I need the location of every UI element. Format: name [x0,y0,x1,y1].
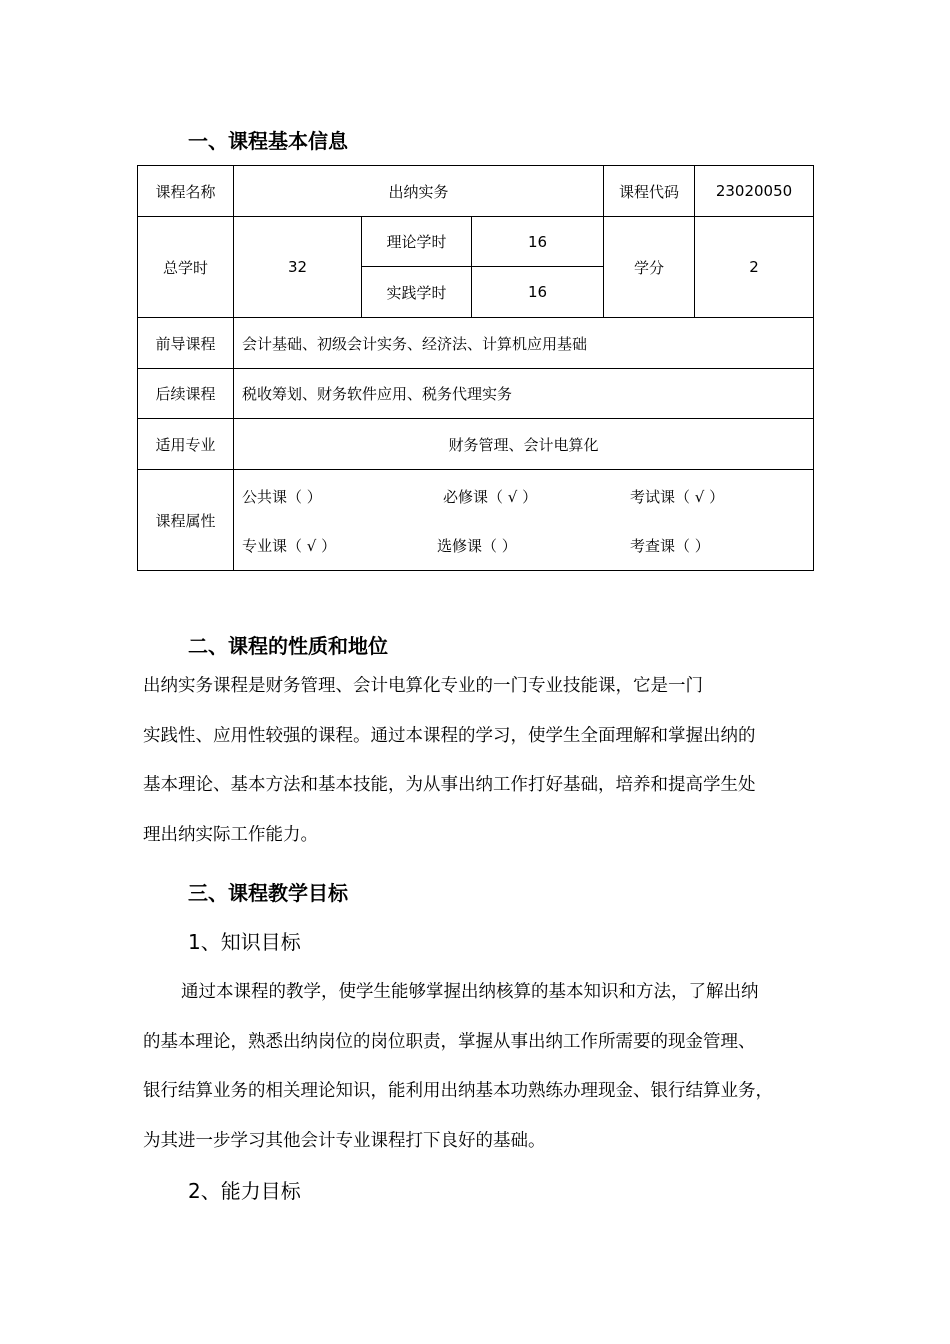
practice-hours-value: 16 [472,267,604,318]
followup-label: 后续课程 [138,369,234,419]
course-code-label: 课程代码 [604,166,695,217]
major-label: 适用专业 [138,419,234,470]
practice-hours-label: 实践学时 [362,267,472,318]
knowledge-goal-heading: 1、知识目标 [188,930,301,954]
knowledge-goal-paragraph [143,968,815,1166]
section-2-paragraph [143,662,815,860]
prereq-label: 前导课程 [138,318,234,369]
prereq-value: 会计基础、初级会计实务、经济法、计算机应用基础 [234,318,814,369]
course-info-table [137,165,814,571]
paragraph-line: 的基本理论，熟悉出纳岗位的岗位职责，掌握从事出纳工作所需要的现金管理、 [143,1031,756,1052]
section-1-heading: 一、课程基本信息 [188,129,348,153]
attr-assessment: 考查课（ ） [630,537,710,555]
total-hours-label: 总学时 [138,217,234,318]
attribute-cell [234,470,814,571]
section-2-heading: 二、课程的性质和地位 [188,634,388,658]
attr-exam: 考试课（ √ ） [630,488,725,506]
theory-hours-label: 理论学时 [362,217,472,267]
course-name-value: 出纳实务 [234,166,604,217]
paragraph-line: 基本理论、基本方法和基本技能，为从事出纳工作打好基础，培养和提高学生处 [143,775,756,795]
ability-goal-heading: 2、能力目标 [188,1179,301,1203]
paragraph-line: 出纳实务课程是财务管理、会计电算化专业的一门专业技能课，它是一门 [143,676,703,696]
section-3-heading: 三、课程教学目标 [188,881,348,905]
course-name-label: 课程名称 [138,166,234,217]
attr-required: 必修课（ √ ） [443,488,538,506]
paragraph-line: 银行结算业务的相关理论知识，能利用出纳基本功熟练办理现金、银行结算业务， [143,1081,773,1101]
paragraph-line: 实践性、应用性较强的课程。通过本课程的学习，使学生全面理解和掌握出纳的 [143,725,756,746]
followup-value: 税收筹划、财务软件应用、税务代理实务 [234,369,814,419]
paragraph-line: 为其进一步学习其他会计专业课程打下良好的基础。 [143,1130,546,1151]
attr-elective: 选修课（ ） [437,537,517,555]
attr-public: 公共课（ ） [242,488,322,506]
theory-hours-value: 16 [472,217,604,267]
attribute-label: 课程属性 [138,470,234,571]
major-value: 财务管理、会计电算化 [234,419,814,470]
total-hours-value: 32 [234,217,362,318]
attr-professional: 专业课（ √ ） [242,537,337,555]
paragraph-line: 通过本课程的教学，使学生能够掌握出纳核算的基本知识和方法，了解出纳 [181,982,759,1002]
paragraph-line: 理出纳实际工作能力。 [143,824,318,845]
credit-value: 2 [695,217,814,318]
course-code-value: 23020050 [695,166,814,217]
credit-label: 学分 [604,217,695,318]
